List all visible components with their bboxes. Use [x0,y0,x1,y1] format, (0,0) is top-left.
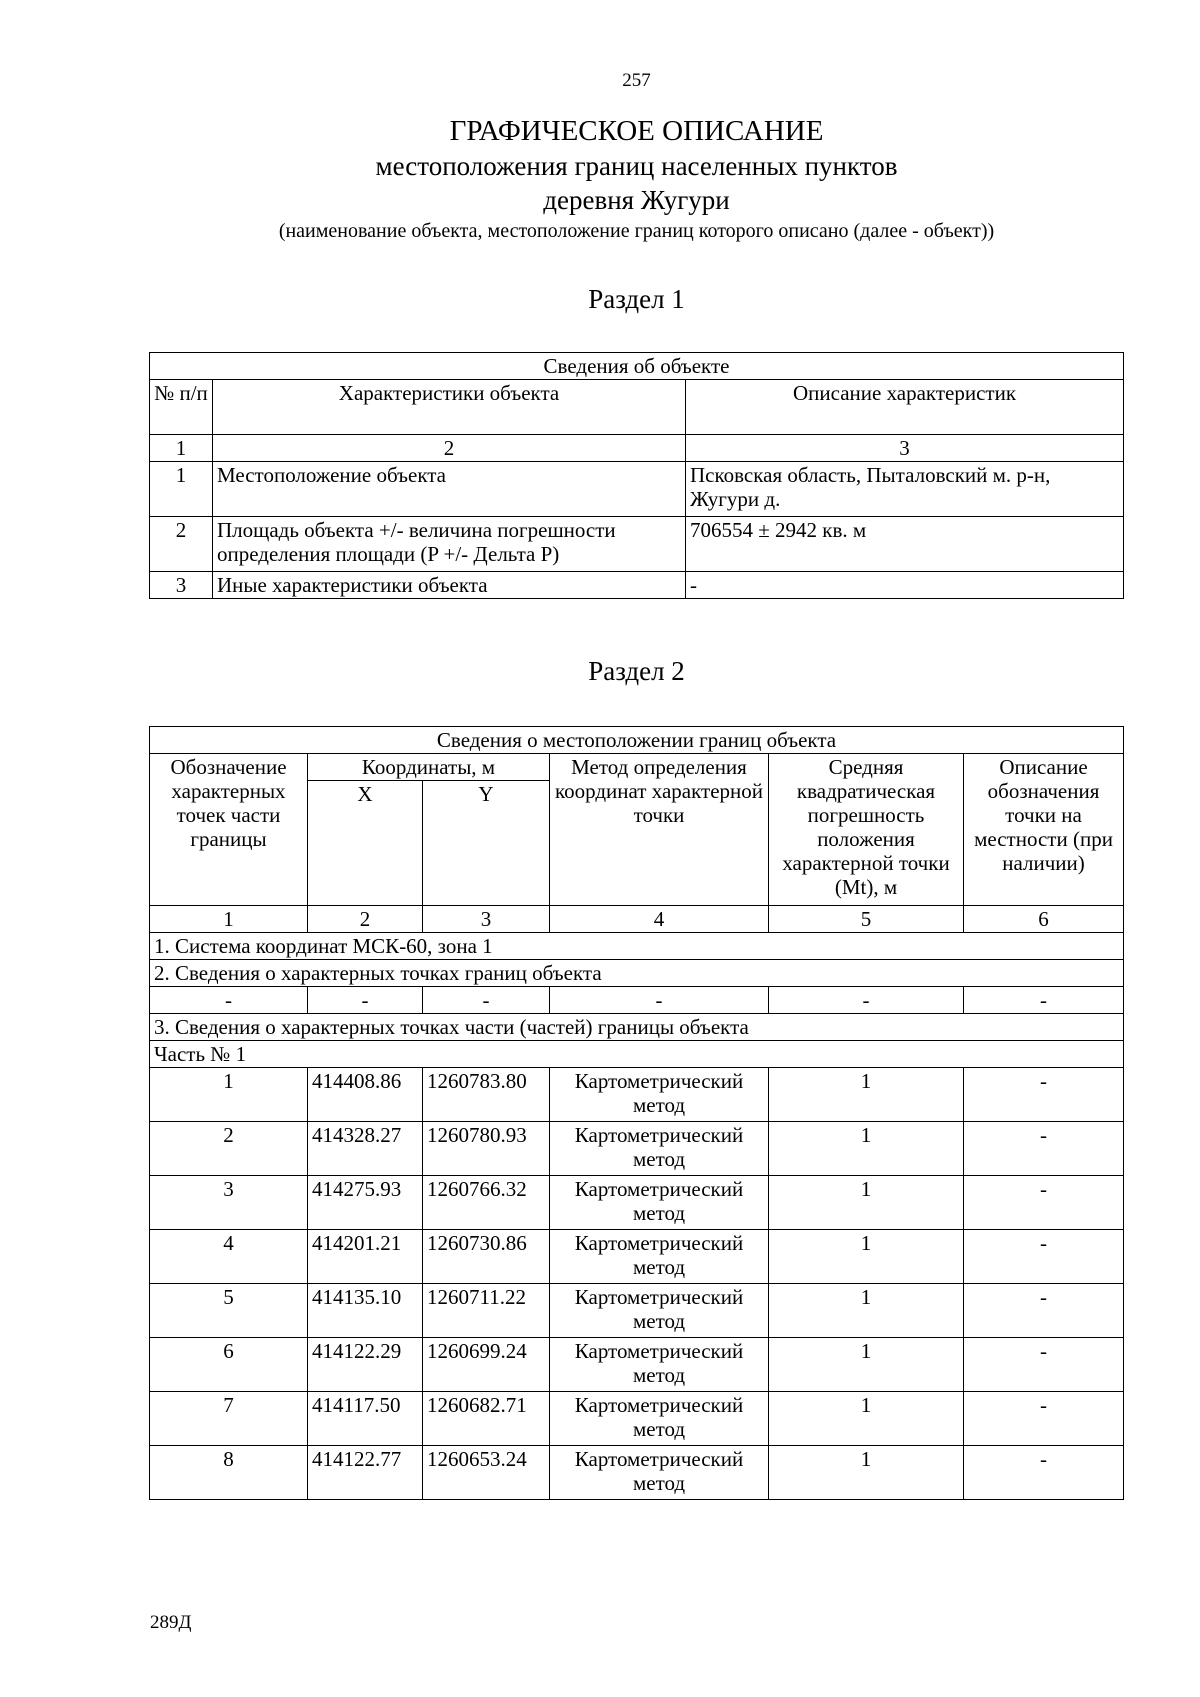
row-characteristic: Иные характеристики объекта [213,572,686,599]
header-num: № п/п [150,380,213,435]
point-number: 3 [150,1176,308,1230]
point-number: 7 [150,1392,308,1446]
point-y: 1260711.22 [423,1284,550,1338]
table-row [150,517,1124,572]
point-x: 414122.29 [308,1338,423,1392]
header-method: Метод определения координат характерной точки [550,754,769,906]
row-description: Псковская область, Пыталовский м. р-н, Жугури д. [686,462,1124,517]
point-mt: 1 [769,1122,964,1176]
object-info-table-title: Сведения об объекте [150,353,1124,380]
header-point: Обозначение характерных точек части границы [150,754,308,906]
point-number: 8 [150,1446,308,1500]
point-desc: - [964,1338,1124,1392]
document-subtitle: местоположения границ населенных пунктов [375,151,898,181]
point-mt: 1 [769,1338,964,1392]
dash-cell: - [423,987,550,1014]
dash-cell: - [150,987,308,1014]
point-mt: 1 [769,1392,964,1446]
table-row [150,1284,1124,1338]
header-error: Средняя квадратическая погрешность положения характерной точки (Mt), м [769,754,964,906]
table-row [150,1176,1124,1230]
col-number: 3 [686,435,1124,462]
coord-system: 1. Система координат МСК-60, зона 1 [150,933,1124,960]
object-info-table [149,352,1124,599]
col-number: 4 [550,906,769,933]
point-method: Картометрический метод [550,1446,769,1500]
boundary-table-title: Сведения о местоположении границ объекта [150,727,1124,754]
footer-code: 289Д [150,1612,192,1633]
part-label: Часть № 1 [150,1041,1124,1068]
col-number: 1 [150,435,213,462]
point-desc: - [964,1284,1124,1338]
point-desc: - [964,1446,1124,1500]
point-number: 6 [150,1338,308,1392]
point-desc: - [964,1392,1124,1446]
point-y: 1260730.86 [423,1230,550,1284]
col-number: 1 [150,906,308,933]
point-method: Картометрический метод [550,1068,769,1122]
point-y: 1260653.24 [423,1446,550,1500]
point-number: 4 [150,1230,308,1284]
table-row [150,1446,1124,1500]
title-block [0,113,1200,245]
point-number: 1 [150,1068,308,1122]
point-number: 2 [150,1122,308,1176]
point-method: Картометрический метод [550,1392,769,1446]
row-num: 1 [150,462,213,517]
row-num: 3 [150,572,213,599]
col-number: 3 [423,906,550,933]
point-x: 414117.50 [308,1392,423,1446]
point-y: 1260783.80 [423,1068,550,1122]
point-method: Картометрический метод [550,1338,769,1392]
header-y: Y [423,781,550,906]
point-desc: - [964,1176,1124,1230]
header-desc: Описание обозначения точки на местности (при наличии) [964,754,1124,906]
point-desc: - [964,1230,1124,1284]
part-points-title: 3. Сведения о характерных точках части (частей) границы объекта [150,1014,1124,1041]
point-x: 414275.93 [308,1176,423,1230]
point-x: 414135.10 [308,1284,423,1338]
section2-heading: Раздел 2 [588,656,685,686]
point-x: 414201.21 [308,1230,423,1284]
point-method: Картометрический метод [550,1284,769,1338]
table-row [150,1068,1124,1122]
row-description: - [686,572,1124,599]
point-desc: - [964,1122,1124,1176]
row-characteristic: Площадь объекта +/- величина погрешности определения площади (P +/- Дельта P) [213,517,686,572]
col-number: 2 [213,435,686,462]
point-y: 1260780.93 [423,1122,550,1176]
table-row [150,1230,1124,1284]
header-characteristic: Характеристики объекта [213,380,686,435]
dash-cell: - [308,987,423,1014]
col-number: 5 [769,906,964,933]
point-y: 1260766.32 [423,1176,550,1230]
table-row [150,1338,1124,1392]
point-y: 1260682.71 [423,1392,550,1446]
point-mt: 1 [769,1176,964,1230]
table-row [150,572,1124,599]
row-description: 706554 ± 2942 кв. м [686,517,1124,572]
dash-cell: - [550,987,769,1014]
boundary-points-title: 2. Сведения о характерных точках границ объекта [150,960,1124,987]
point-method: Картометрический метод [550,1230,769,1284]
point-desc: - [964,1068,1124,1122]
header-description: Описание характеристик [686,380,1124,435]
dash-cell: - [964,987,1124,1014]
point-mt: 1 [769,1284,964,1338]
table-row [150,1122,1124,1176]
point-mt: 1 [769,1068,964,1122]
header-x: X [308,781,423,906]
table-row [150,462,1124,517]
point-mt: 1 [769,1446,964,1500]
point-method: Картометрический метод [550,1122,769,1176]
point-x: 414328.27 [308,1122,423,1176]
point-mt: 1 [769,1230,964,1284]
table-row [150,1392,1124,1446]
page-number: 257 [622,70,651,91]
col-number: 2 [308,906,423,933]
point-x: 414122.77 [308,1446,423,1500]
point-method: Картометрический метод [550,1176,769,1230]
document-title: ГРАФИЧЕСКОЕ ОПИСАНИЕ [449,115,824,147]
object-name: деревня Жугури [543,185,730,215]
point-number: 5 [150,1284,308,1338]
section1-heading: Раздел 1 [588,284,685,314]
header-coords: Координаты, м [308,754,550,781]
row-characteristic: Местоположение объекта [213,462,686,517]
boundary-location-table [149,726,1124,1500]
row-num: 2 [150,517,213,572]
point-x: 414408.86 [308,1068,423,1122]
point-y: 1260699.24 [423,1338,550,1392]
col-number: 6 [964,906,1124,933]
object-name-note: (наименование объекта, местоположение границ которого описано (далее - объект)) [278,220,995,242]
dash-cell: - [769,987,964,1014]
